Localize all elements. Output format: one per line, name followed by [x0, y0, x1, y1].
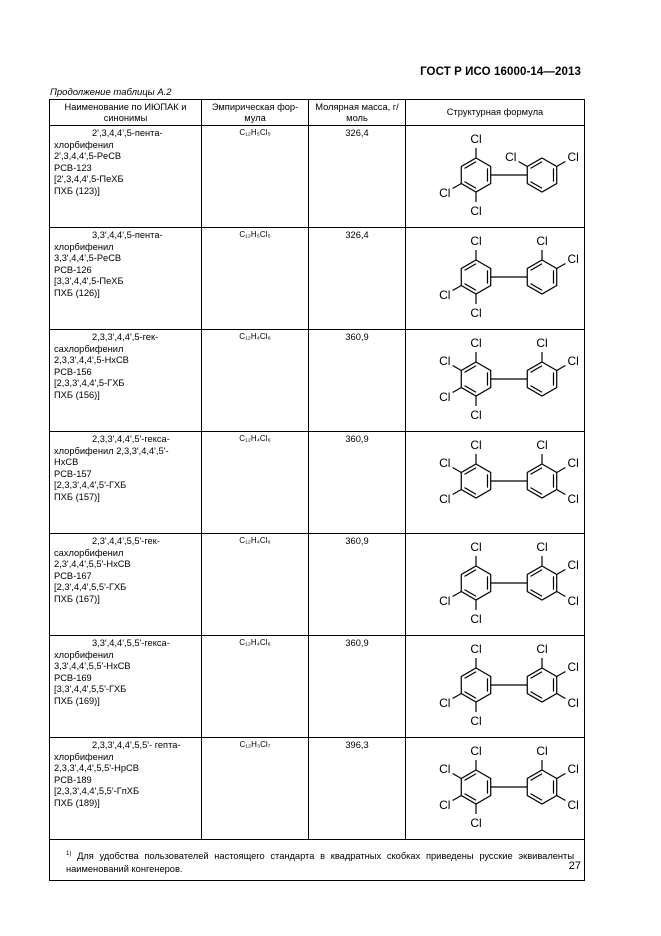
chlorine-label: Cl	[567, 150, 579, 164]
left-ring	[461, 668, 490, 702]
chlorine-label: Cl	[439, 762, 451, 776]
structural-formula-drawing	[406, 126, 585, 224]
molar-mass: 360,9	[309, 534, 406, 636]
left-double-bond	[465, 774, 476, 781]
name-line: ПХБ (169)]	[54, 695, 100, 706]
name-line: 2,3',4,4',5,5'-гек-	[92, 536, 160, 546]
substituent-bond	[557, 694, 566, 699]
name-line: хлорбифенил	[54, 751, 114, 762]
structural-formula	[406, 432, 585, 534]
substituent-bond	[453, 774, 462, 779]
right-double-bond	[531, 162, 542, 169]
right-double-bond	[531, 284, 542, 291]
substituent-bond	[557, 672, 566, 677]
substituent-bond	[557, 570, 566, 575]
substituent-bond	[453, 366, 462, 371]
right-double-bond	[531, 794, 542, 801]
empirical-formula: C₁₂H₅Cl₅	[202, 228, 309, 330]
left-double-bond	[465, 570, 476, 577]
name-line: [2,3,3',4,4',5'-ГХБ	[54, 480, 127, 490]
name-line: [2,3',4,4',5,5'-ГХБ	[54, 582, 127, 592]
name-line: 2,3,3',4,4',5'-гекса-	[92, 434, 170, 444]
chlorine-label: Cl	[505, 150, 517, 164]
right-double-bond	[531, 366, 542, 373]
structural-formula-drawing	[406, 738, 585, 836]
name-line: PCB-167	[54, 570, 92, 581]
right-double-bond	[531, 692, 542, 699]
substituent-bond	[557, 796, 566, 801]
chlorine-label: Cl	[567, 456, 579, 470]
congener-name	[50, 534, 202, 636]
name-line: 2,3,3',4,4',5,5'- гепта-	[92, 740, 181, 750]
empirical-formula: C₁₂H₄Cl₆	[202, 330, 309, 432]
name-line: [3,3',4,4',5,5'-ГХБ	[54, 684, 127, 694]
footnote-marker: 1)	[66, 851, 72, 857]
chlorine-label: Cl	[567, 492, 579, 506]
chlorine-label: Cl	[567, 798, 579, 812]
congener-name	[50, 738, 202, 840]
chlorine-label: Cl	[470, 408, 482, 422]
right-ring	[527, 362, 556, 396]
chlorine-label: Cl	[567, 558, 579, 572]
left-double-bond	[465, 672, 476, 679]
chlorine-label: Cl	[536, 438, 548, 452]
name-line: [2,3,3',4,4',5,5'-ГпХБ	[54, 786, 140, 796]
left-ring	[461, 158, 490, 192]
left-ring	[461, 464, 490, 498]
structural-formula	[406, 330, 585, 432]
name-line: хлорбифенил	[54, 139, 114, 150]
chlorine-label: Cl	[470, 612, 482, 626]
substituent-bond	[557, 774, 566, 779]
congener-table	[49, 99, 585, 881]
name-line: 2,3,3',4,4',5-гек-	[92, 332, 159, 342]
right-double-bond	[531, 672, 542, 679]
chlorine-label: Cl	[439, 594, 451, 608]
chlorine-label: Cl	[536, 642, 548, 656]
name-line: хлорбифенил 2,3,3',4,4',5'-	[54, 445, 169, 456]
name-line: 3,3',4,4',5,5'-HxCB	[54, 661, 131, 671]
name-line: 2,3,3',4,4',5-HxCB	[54, 355, 129, 365]
structural-formula-drawing	[406, 330, 585, 428]
table-row	[50, 126, 585, 228]
column-header-name: Наименование по ИЮПАК и синонимы	[50, 100, 202, 126]
name-line: PCB-156	[54, 366, 92, 377]
footnote	[50, 840, 585, 881]
table-row	[50, 534, 585, 636]
structural-formula	[406, 738, 585, 840]
page-number: 27	[568, 860, 581, 872]
chlorine-label: Cl	[439, 390, 451, 404]
substituent-bond	[557, 490, 566, 495]
table-header-row	[50, 100, 585, 126]
document-number: ГОСТ Р ИСО 16000-14—2013	[420, 66, 581, 78]
chlorine-label: Cl	[567, 762, 579, 776]
name-line: PCB-189	[54, 774, 92, 785]
chlorine-label: Cl	[567, 594, 579, 608]
name-line: 3,3',4,4',5,5'-гекса-	[92, 638, 170, 648]
left-double-bond	[465, 794, 476, 801]
chlorine-label: Cl	[567, 354, 579, 368]
footnote-text: Для удобства пользователей настоящего стандарта в квадратных скобках приведены русские эквиваленты наименований конгенеров.	[66, 851, 574, 875]
congener-name	[50, 432, 202, 534]
chlorine-label: Cl	[470, 438, 482, 452]
column-header-formula: Эмпирическая фор-мула	[202, 100, 309, 126]
chlorine-label: Cl	[470, 234, 482, 248]
substituent-bond	[453, 286, 462, 291]
congener-name	[50, 126, 202, 228]
chlorine-label: Cl	[536, 540, 548, 554]
name-line: [2',3,4,4',5-ПеХБ	[54, 174, 124, 184]
chlorine-label: Cl	[470, 816, 482, 830]
right-ring	[527, 260, 556, 294]
right-ring	[527, 668, 556, 702]
left-double-bond	[465, 182, 476, 189]
left-ring	[461, 362, 490, 396]
chlorine-label: Cl	[470, 642, 482, 656]
substituent-bond	[557, 468, 566, 473]
chlorine-label: Cl	[567, 660, 579, 674]
substituent-bond	[453, 468, 462, 473]
chlorine-label: Cl	[439, 492, 451, 506]
name-line: PCB-126	[54, 264, 92, 275]
name-line: 3,3',4,4',5-PeCB	[54, 253, 122, 263]
name-line: 2',3,4,4',5-пента-	[92, 128, 163, 138]
structural-formula-drawing	[406, 534, 585, 632]
table-row	[50, 738, 585, 840]
molar-mass: 326,4	[309, 126, 406, 228]
name-line: 2,3,3',4,4',5,5'-HpCB	[54, 763, 139, 773]
column-header-structure: Структурная формула	[406, 100, 585, 126]
name-line: ПХБ (156)]	[54, 389, 100, 400]
name-line: [3,3',4,4',5-ПеХБ	[54, 276, 124, 286]
name-line: PCB-123	[54, 162, 92, 173]
name-line: PCB-157	[54, 468, 92, 479]
right-ring	[527, 158, 556, 192]
congener-name	[50, 228, 202, 330]
name-line: ПХБ (126)]	[54, 287, 100, 298]
empirical-formula: C₁₂H₄Cl₆	[202, 636, 309, 738]
substituent-bond	[557, 264, 566, 269]
right-double-bond	[531, 468, 542, 475]
right-double-bond	[531, 386, 542, 393]
name-line: сахлорбифенил	[54, 343, 124, 354]
left-double-bond	[465, 590, 476, 597]
structural-formula-drawing	[406, 432, 585, 530]
chlorine-label: Cl	[470, 306, 482, 320]
left-double-bond	[465, 162, 476, 169]
right-double-bond	[531, 488, 542, 495]
empirical-formula: C₁₂H₄Cl₆	[202, 432, 309, 534]
table-row	[50, 432, 585, 534]
chlorine-label: Cl	[439, 186, 451, 200]
molar-mass: 360,9	[309, 330, 406, 432]
congener-name	[50, 330, 202, 432]
chlorine-label: Cl	[536, 336, 548, 350]
structural-formula	[406, 534, 585, 636]
chlorine-label: Cl	[536, 234, 548, 248]
chlorine-label: Cl	[470, 132, 482, 146]
substituent-bond	[519, 162, 528, 167]
chlorine-label: Cl	[470, 204, 482, 218]
name-line: ПХБ (123)]	[54, 185, 100, 196]
empirical-formula: C₁₂H₅Cl₅	[202, 126, 309, 228]
substituent-bond	[453, 592, 462, 597]
chlorine-label: Cl	[470, 540, 482, 554]
chlorine-label: Cl	[439, 456, 451, 470]
substituent-bond	[557, 592, 566, 597]
table-caption: Продолжение таблицы А.2	[50, 87, 172, 98]
substituent-bond	[453, 184, 462, 189]
right-ring	[527, 464, 556, 498]
name-line: сахлорбифенил	[54, 547, 124, 558]
structural-formula	[406, 228, 585, 330]
right-double-bond	[531, 590, 542, 597]
substituent-bond	[453, 490, 462, 495]
chlorine-label: Cl	[439, 798, 451, 812]
structural-formula	[406, 126, 585, 228]
table-row	[50, 330, 585, 432]
name-line: 2,3',4,4',5,5'-HxCB	[54, 559, 131, 569]
left-double-bond	[465, 488, 476, 495]
chlorine-label: Cl	[439, 288, 451, 302]
structural-formula-drawing	[406, 228, 585, 326]
name-line: ПХБ (189)]	[54, 797, 100, 808]
chlorine-label: Cl	[536, 744, 548, 758]
table-row	[50, 636, 585, 738]
name-line: ПХБ (157)]	[54, 491, 100, 502]
name-line: 2',3,4,4',5-PeCB	[54, 151, 122, 161]
name-line: [2,3,3',4,4',5-ГХБ	[54, 378, 125, 388]
molar-mass: 396,3	[309, 738, 406, 840]
name-line: 3,3',4,4',5-пента-	[92, 230, 163, 240]
chlorine-label: Cl	[470, 336, 482, 350]
molar-mass: 360,9	[309, 636, 406, 738]
chlorine-label: Cl	[567, 252, 579, 266]
chlorine-label: Cl	[470, 744, 482, 758]
left-double-bond	[465, 692, 476, 699]
footnote-row	[50, 840, 585, 881]
right-ring	[527, 770, 556, 804]
right-double-bond	[531, 264, 542, 271]
chlorine-label: Cl	[470, 714, 482, 728]
name-line: хлорбифенил	[54, 649, 114, 660]
substituent-bond	[557, 162, 566, 167]
substituent-bond	[453, 796, 462, 801]
right-double-bond	[531, 570, 542, 577]
left-double-bond	[465, 284, 476, 291]
left-ring	[461, 566, 490, 600]
right-double-bond	[531, 774, 542, 781]
left-ring	[461, 260, 490, 294]
substituent-bond	[453, 388, 462, 393]
chlorine-label: Cl	[439, 354, 451, 368]
left-ring	[461, 770, 490, 804]
molar-mass: 360,9	[309, 432, 406, 534]
table-row	[50, 228, 585, 330]
structural-formula	[406, 636, 585, 738]
column-header-mass: Молярная масса, г/моль	[309, 100, 406, 126]
molar-mass: 326,4	[309, 228, 406, 330]
chlorine-label: Cl	[567, 696, 579, 710]
right-double-bond	[531, 182, 542, 189]
name-line: PCB-169	[54, 672, 92, 683]
name-line: ПХБ (167)]	[54, 593, 100, 604]
substituent-bond	[453, 694, 462, 699]
left-double-bond	[465, 468, 476, 475]
empirical-formula: C₁₂H₃Cl₇	[202, 738, 309, 840]
left-double-bond	[465, 264, 476, 271]
structural-formula-drawing	[406, 636, 585, 734]
substituent-bond	[557, 366, 566, 371]
name-line: хлорбифенил	[54, 241, 114, 252]
chlorine-label: Cl	[439, 696, 451, 710]
name-line: HxCB	[54, 457, 79, 467]
right-ring	[527, 566, 556, 600]
empirical-formula: C₁₂H₄Cl₆	[202, 534, 309, 636]
left-double-bond	[465, 386, 476, 393]
left-double-bond	[465, 366, 476, 373]
congener-name	[50, 636, 202, 738]
